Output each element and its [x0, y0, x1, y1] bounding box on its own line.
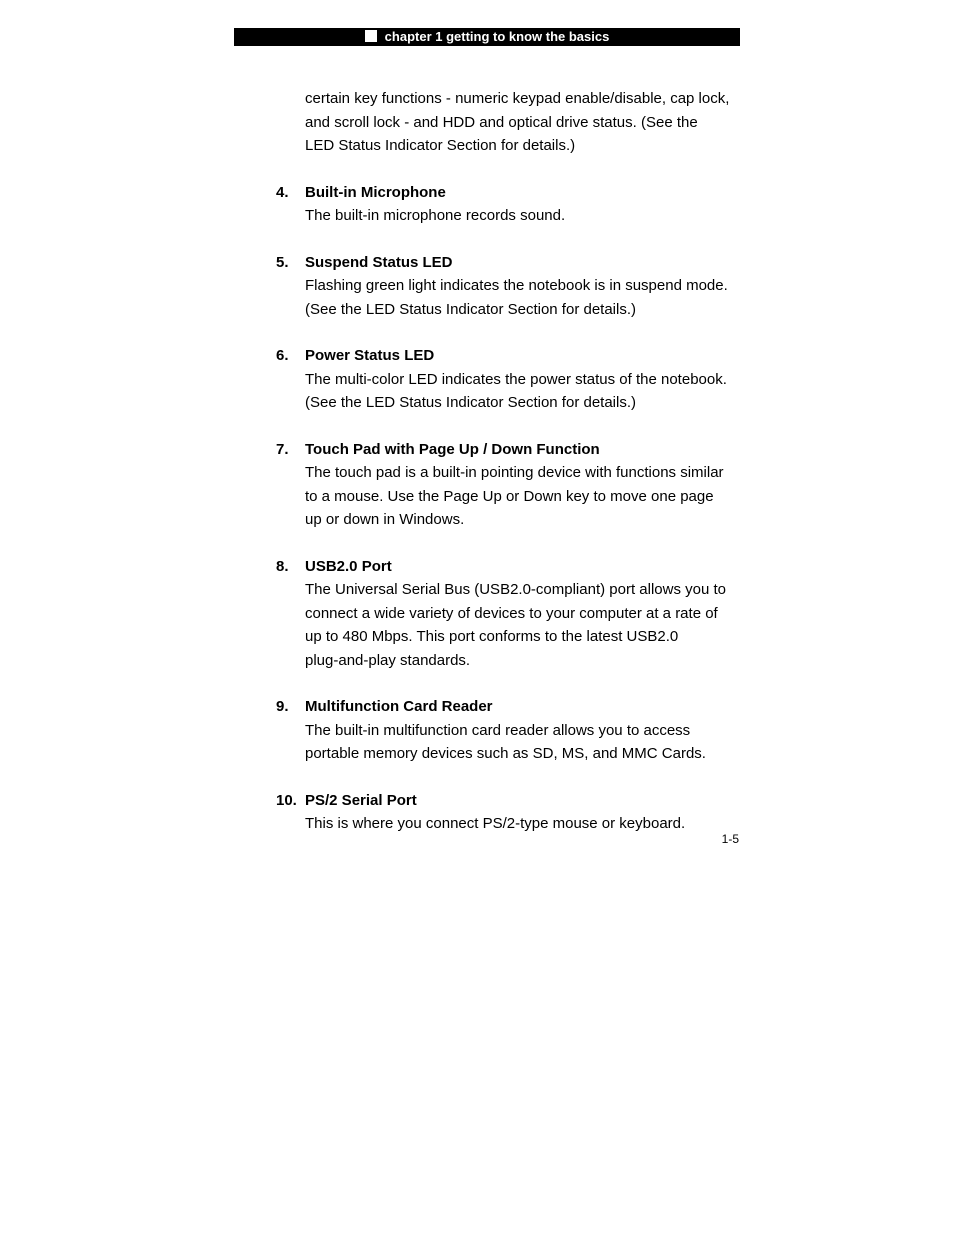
description-line: Flashing green light indicates the notebook is in suspend mode. — [305, 277, 728, 294]
item-number: 8. — [276, 557, 289, 575]
item-number: 4. — [276, 183, 289, 201]
item-number: 7. — [276, 440, 289, 458]
description-line: (See the LED Status Indicator Section for details.) — [305, 394, 637, 411]
chapter-header — [234, 28, 740, 46]
item-number: 10. — [276, 791, 297, 809]
item-heading — [276, 695, 756, 719]
item-description — [305, 578, 756, 672]
intro-line: LED Status Indicator Section for details.) — [305, 137, 576, 154]
page-number: 1-5 — [721, 832, 739, 846]
description-line: The touch pad is a built-in pointing device with functions similar — [305, 464, 724, 481]
item-title: Built-in Microphone — [305, 183, 446, 201]
item-heading — [276, 438, 756, 462]
description-line: The built-in microphone records sound. — [305, 207, 566, 224]
item-title: Touch Pad with Page Up / Down Function — [305, 440, 600, 458]
description-line: portable memory devices such as SD, MS, and MMC Cards. — [305, 745, 706, 762]
intro-line: certain key functions - numeric keypad enable/disable, cap lock, — [305, 90, 730, 107]
description-line: up to 480 Mbps. This port conforms to the latest USB2.0 — [305, 628, 679, 645]
item-description — [305, 368, 756, 415]
list-item-card-reader — [276, 695, 756, 766]
description-line: The built-in multifunction card reader allows you to access — [305, 721, 691, 739]
chapter-title: chapter 1 getting to know the basics — [384, 29, 610, 44]
item-heading — [276, 555, 756, 579]
square-bullet-icon — [365, 30, 377, 42]
description-line: up or down in Windows. — [305, 511, 465, 528]
item-heading — [276, 181, 756, 205]
item-title: USB2.0 Port — [305, 557, 392, 575]
description-line: to a mouse. Use the Page Up or Down key to move one page — [305, 487, 714, 505]
description-line: connect a wide variety of devices to your computer at a rate of — [305, 604, 718, 622]
item-title: Multifunction Card Reader — [305, 698, 493, 715]
list-item-power-status-led — [276, 344, 756, 415]
item-description — [305, 204, 756, 228]
description-line: This is where you connect PS/2-type mouse or keyboard. — [305, 815, 686, 832]
item-heading — [276, 344, 756, 368]
list-item-suspend-status-led — [276, 251, 756, 322]
item-title: PS/2 Serial Port — [305, 791, 417, 809]
item-description — [305, 274, 756, 321]
description-line: The multi-color LED indicates the power status of the notebook. — [305, 370, 727, 388]
description-line: (See the LED Status Indicator Section for details.) — [305, 300, 637, 318]
intro-line: and scroll lock - and HDD and optical drive status. (See the — [305, 113, 698, 131]
list-item-touch-pad — [276, 438, 756, 532]
item-description — [305, 812, 756, 836]
item-description — [305, 461, 756, 532]
intro-paragraph — [305, 87, 756, 158]
description-line: The Universal Serial Bus (USB2.0-compliant) port allows you to — [305, 581, 727, 598]
list-item-usb-port — [276, 555, 756, 673]
list-item-ps2-port — [276, 789, 756, 836]
item-heading — [276, 251, 756, 275]
item-number: 6. — [276, 347, 289, 364]
item-number: 5. — [276, 253, 289, 271]
description-line: plug-and-play standards. — [305, 651, 471, 669]
item-title: Power Status LED — [305, 347, 435, 364]
item-number: 9. — [276, 698, 289, 715]
item-description — [305, 719, 756, 766]
item-heading — [276, 789, 756, 813]
item-title: Suspend Status LED — [305, 253, 453, 271]
list-item-built-in-microphone — [276, 181, 756, 228]
page-content — [276, 87, 756, 836]
